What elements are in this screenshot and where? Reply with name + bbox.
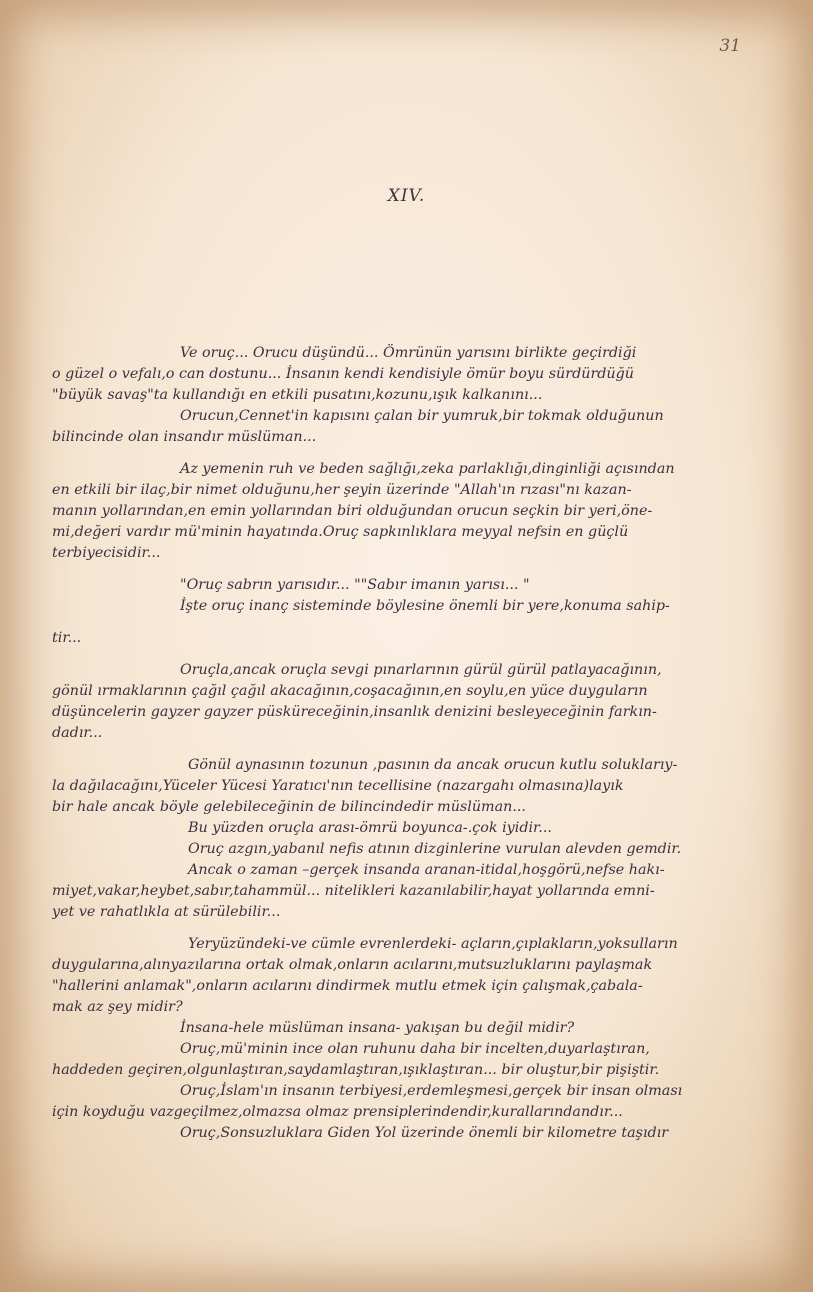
text-line: Oruç,İslam'ın insanın terbiyesi,erdemleşmesi,gerçek bir insan olması [180,1083,683,1099]
text-line: Az yemenin ruh ve beden sağlığı,zeka parlaklığı,dinginliği açısından [180,461,675,477]
text-line: "hallerini anlamak",onların acılarını dindirmek mutlu etmek için çalışmak,çabala- [52,978,643,994]
text-line: duygularına,alınyazılarına ortak olmak,onların acılarını,mutsuzluklarını paylaşmak [52,957,653,973]
text-line: düşüncelerin gayzer gayzer püskürеceğinin,insanlık denizini besleyeceğinin farkın- [52,704,657,720]
text-line: yet ve rahatlıkla at sürülebilir... [52,904,281,920]
text-line: la dağılacağını,Yüceler Yücesi Yaratıcı'nın tecellisine (nazargahı olmasına)layık [52,778,624,794]
text-line: gönül ırmaklarının çağıl çağıl akacağının,coşacağının,en soylu,en yüce duyguların [52,683,648,699]
text-line: bir hale ancak böyle gelebileceğinin de bilincindedir müslüman... [52,799,526,815]
text-line: Yeryüzündeki-ve cümle evrenlerdeki- açların,çıplakların,yoksulların [188,936,678,952]
page-body [52,343,792,1144]
text-line: bilincinde olan insandır müslüman... [52,429,317,445]
text-line: "Oruç sabrın yarısıdır... ""Sabır imanın yarısı... " [180,577,530,593]
margin-scribble: · · · [14,1245,24,1260]
text-line: Oruç,Sonsuzluklara Giden Yol üzerinde önemli bir kilometre taşıdır [180,1125,669,1141]
text-line: Bu yüzden oruçla arası-ömrü boyunca-.çok iyidir... [188,820,552,836]
text-line: İnsana-hele müslüman insana- yakışan bu değil midir? [180,1020,575,1036]
page-number: 31 [719,36,741,56]
text-line: dadır... [52,725,103,741]
text-line: Ancak o zaman –gerçek insanda aranan-itidal,hoşgörü,nefse hakı- [188,862,665,878]
text-line: Oruçla,ancak oruçla sevgi pınarlarının gürül gürül patlayacağının, [180,662,662,678]
text-line: miyet,vakar,heybet,sabır,tahammül... nitelikleri kazanılabilir,hayat yollarında emni- [52,883,655,899]
text-line: tir... [52,630,82,646]
text-line: Ve oruç... Orucu düşündü... Ömrünün yarısını birlikte geçirdiği [180,345,637,361]
text-line: "büyük savaş"ta kullandığı en etkili pusatını,kozunu,ışık kalkanını... [52,387,543,403]
text-line: mi,değeri vardır mü'minin hayatında.Oruç sapkınlıklara meyyal nefsin en güçlü [52,524,629,540]
text-line: terbiyecisidir... [52,545,161,561]
text-line: Orucun,Cennet'in kapısını çalan bir yumruk,bir tokmak olduğunun [180,408,664,424]
text-line: Gönül aynasının tozunun ,pasının da ancak orucun kutlu soluklarıy- [188,757,678,773]
text-line: manın yollarından,en emin yollarından biri olduğundan orucun seçkin bir yeri,öne- [52,503,653,519]
text-line: Oruç azgın,yabanıl nefis atının dizginlerine vurulan alevden gemdir. [188,841,682,857]
chapter-heading: XIV. [387,186,426,206]
text-line: İşte oruç inanç sisteminde böylesine önemli bir yere,konuma sahip- [180,598,670,614]
text-line: mak az şey midir? [52,999,183,1015]
text-line: haddeden geçiren,olgunlaştıran,saydamlaştıran,ışıklaştıran... bir oluştur,bir pişiştir. [52,1062,660,1078]
text-line: Oruç,mü'minin ince olan ruhunu daha bir inceltеn,duyarlaştıran, [180,1041,650,1057]
text-line: için koyduğu vazgeçilmez,olmazsa olmaz prensiplerindendir,kurallarındandır... [52,1104,623,1120]
text-line: o güzel o vefalı,o can dostunu... İnsanın kendi kendisiyle ömür boyu sürdürdüğü [52,366,634,382]
text-line: en etkili bir ilaç,bir nimet olduğunu,her şeyin üzerinde "Allah'ın rızası"nı kazan- [52,482,632,498]
